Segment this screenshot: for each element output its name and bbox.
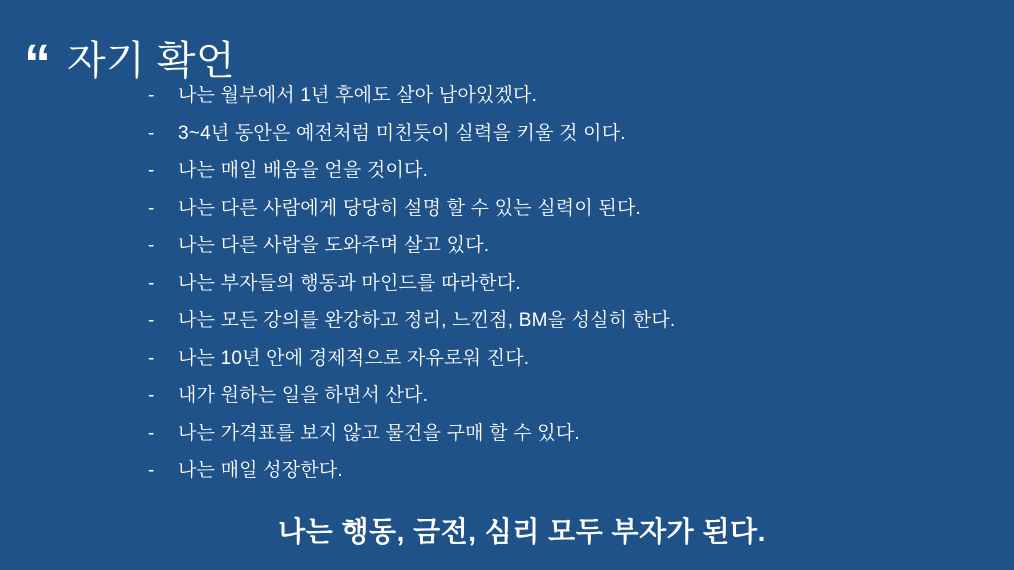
list-item xyxy=(148,311,968,330)
list-item-label: 나는 가격표를 보지 않고 물건을 구매 할 수 있다. xyxy=(178,422,580,444)
list-item xyxy=(148,461,968,480)
bullet-marker: - xyxy=(148,347,155,369)
list-item-label: 나는 다른 사람에게 당당히 설명 할 수 있는 실력이 된다. xyxy=(178,197,641,219)
bullet-marker: - xyxy=(148,85,155,106)
list-item-label: 나는 다른 사람을 도와주며 살고 있다. xyxy=(178,235,490,256)
bullet-marker: - xyxy=(148,272,155,294)
bullet-marker: - xyxy=(148,160,155,181)
bullet-marker: - xyxy=(148,235,155,256)
list-item xyxy=(148,161,968,180)
bullet-marker: - xyxy=(148,310,155,331)
list-item-label: 나는 매일 성장한다. xyxy=(178,460,343,481)
list-item-label: 나는 모든 강의를 완강하고 정리, 느낀점, BM을 성실히 한다. xyxy=(178,310,676,331)
list-item-label: 나는 매일 배움을 얻을 것이다. xyxy=(178,160,429,181)
bullet-marker: - xyxy=(148,122,155,144)
list-item xyxy=(148,86,968,105)
bullet-marker: - xyxy=(148,385,155,406)
bullet-marker: - xyxy=(148,422,155,444)
list-item-label: 나는 월부에서 1년 후에도 살아 남아있겠다. xyxy=(178,85,538,106)
list-item-label: 나는 10년 안에 경제적으로 자유로워 진다. xyxy=(178,347,530,369)
list-item xyxy=(148,424,968,443)
list-item xyxy=(148,274,968,293)
list-item xyxy=(148,124,968,143)
page-title: 자기 확언 xyxy=(67,38,236,83)
list-item-label: 나는 부자들의 행동과 마인드를 따라한다. xyxy=(178,272,521,294)
affirmation-list xyxy=(148,86,968,499)
list-item-label: 3~4년 동안은 예전처럼 미친듯이 실력을 키울 것 이다. xyxy=(178,122,626,144)
list-item xyxy=(148,349,968,368)
quote-icon: “ xyxy=(24,33,49,94)
list-item-label: 내가 원하는 일을 하면서 산다. xyxy=(178,385,429,406)
list-item xyxy=(148,236,968,255)
bullet-marker: - xyxy=(148,460,155,481)
list-item xyxy=(148,199,968,218)
bullet-marker: - xyxy=(148,197,155,219)
slide-footer-statement: 나는 행동, 금전, 심리 모두 부자가 된다. xyxy=(278,516,766,547)
list-item xyxy=(148,386,968,405)
